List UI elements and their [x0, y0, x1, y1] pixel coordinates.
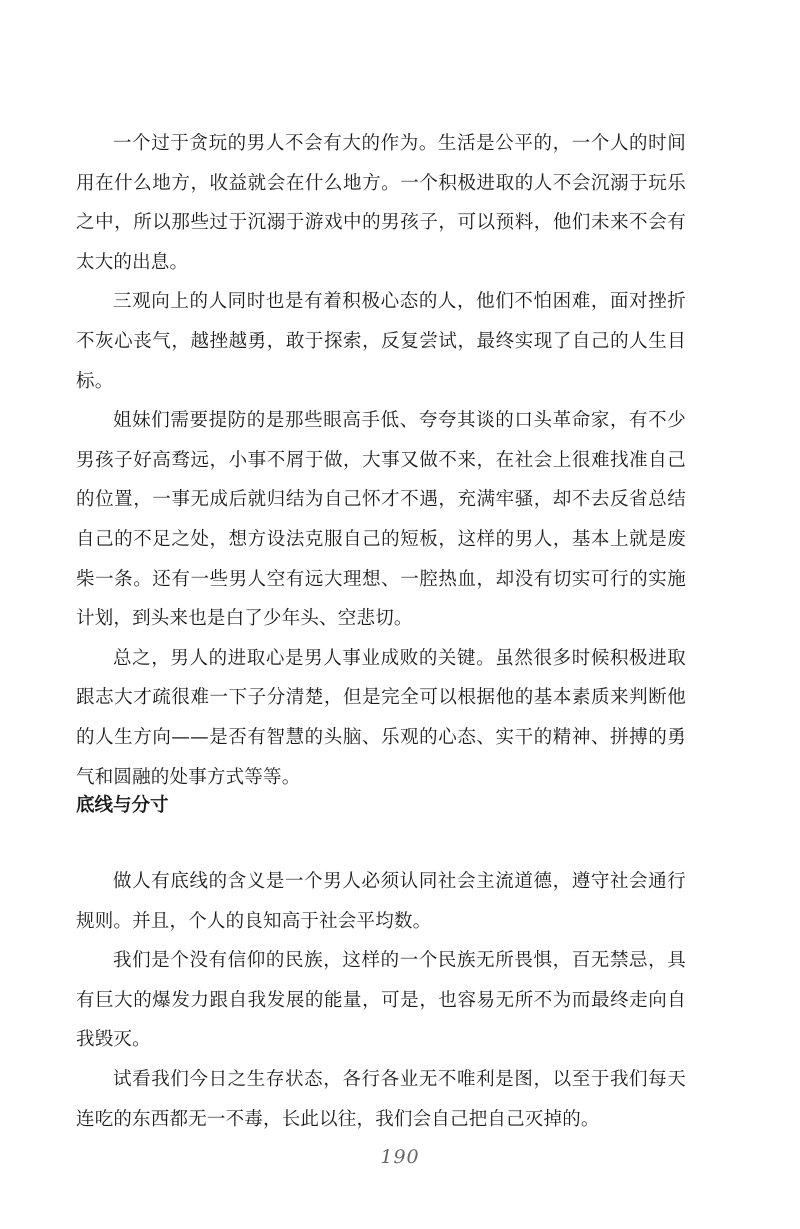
section-2-body — [76, 862, 686, 1139]
paragraph: 试看我们今日之生存状态，各行各业无不唯利是图，以至于我们每天连吃的东西都无一不毒，长此以往，我们会自己把自己灭掉的。 — [76, 1068, 686, 1130]
paragraph: 三观向上的人同时也是有着积极心态的人，他们不怕困难，面对挫折不灰心丧气，越挫越勇，敢于探索，反复尝试，最终实现了自己的人生目标。 — [76, 291, 686, 392]
section-heading: 底线与分寸 — [76, 795, 169, 816]
paragraph: 姐妹们需要提防的是那些眼高手低、夸夸其谈的口头革命家，有不少男孩子好高骛远，小事不屑于做，大事又做不来，在社会上很难找准自己的位置，一事无成后就归结为自己怀才不遇，充满牢骚，却不去反省总结自己的不足之处，想方设法克服自己的短板，这样的男人，基本上就是废柴一条。还有一些男人空有远大理想、一腔热血，却没有切实可行的实施计划，到头来也是白了少年头、空悲切。 — [76, 410, 686, 630]
paragraph: 一个过于贪玩的男人不会有大的作为。生活是公平的，一个人的时间用在什么地方，收益就会在什么地方。一个积极进取的人不会沉溺于玩乐之中，所以那些过于沉溺于游戏中的男孩子，可以预料，他们未来不会有太大的出息。 — [76, 133, 686, 273]
page-number: 190 — [380, 1146, 420, 1168]
paragraph: 我们是个没有信仰的民族，这样的一个民族无所畏惧，百无禁忌，具有巨大的爆发力跟自我发展的能量，可是，也容易无所不为而最终走向自我毁灭。 — [76, 950, 686, 1051]
section-1-body — [76, 124, 686, 797]
paragraph: 总之，男人的进取心是男人事业成败的关键。虽然很多时候积极进取跟志大才疏很难一下子分清楚，但是完全可以根据他的基本素质来判断他的人生方向——是否有智慧的头脑、乐观的心态、实干的精神、拼搏的勇气和圆融的处事方式等等。 — [76, 647, 686, 788]
paragraph: 做人有底线的含义是一个男人必须认同社会主流道德，遵守社会通行规则。并且，个人的良知高于社会平均数。 — [76, 871, 686, 932]
